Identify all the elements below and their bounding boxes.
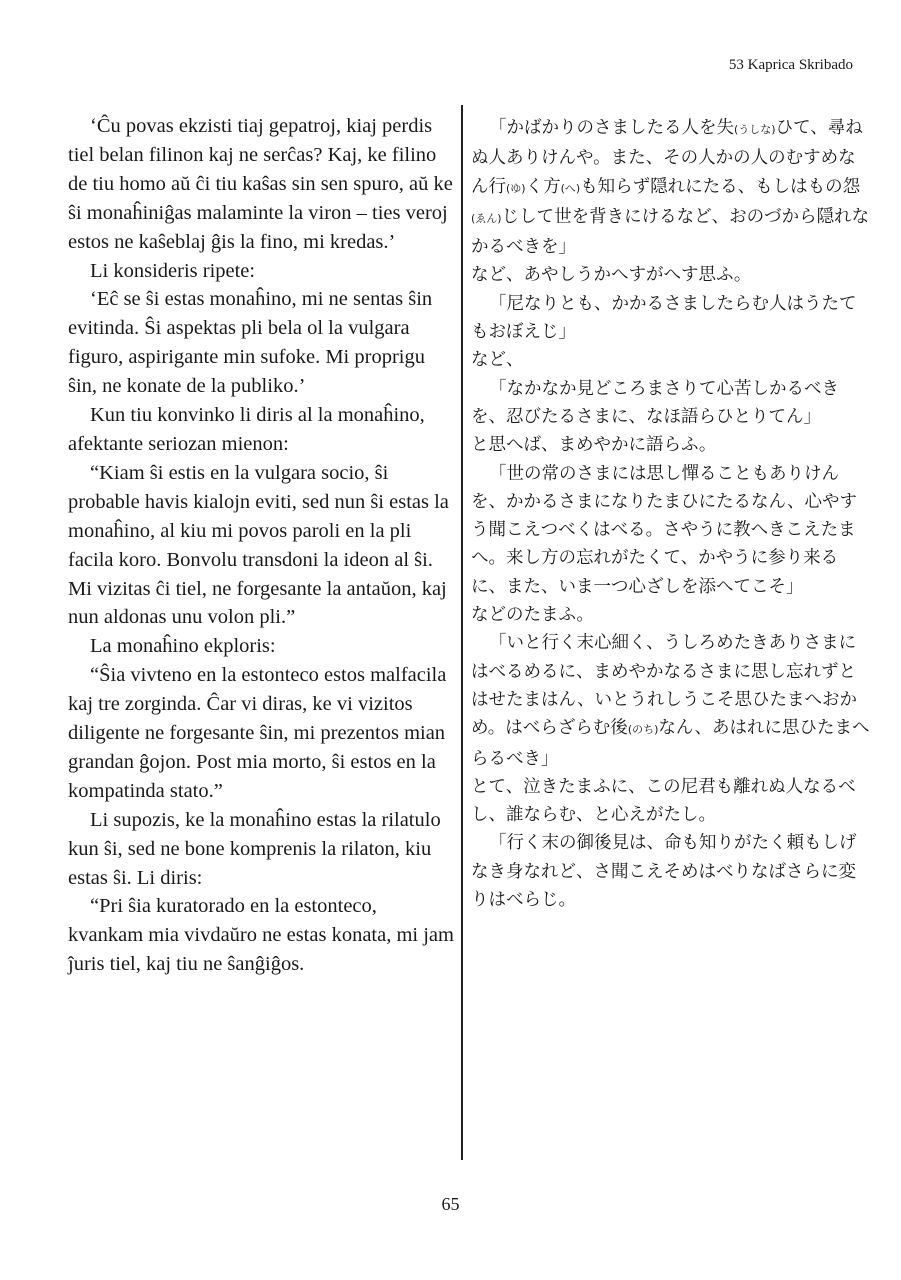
paragraph: Li konsideris ripete: bbox=[90, 259, 256, 282]
text-run: く方 bbox=[525, 176, 561, 197]
text-run: も知らず隠れにたる、もしはもの怨 bbox=[580, 176, 861, 197]
text-run: なん、あはれに思ひたまへらるべき」 bbox=[471, 718, 870, 769]
reading-gloss: (ゆ) bbox=[506, 181, 526, 195]
paragraph: 「なかなか見どころまさりて心苦しかるべきを、忍びたるさまに、なほ語らひとりてん」 bbox=[471, 378, 839, 427]
paragraph: ‘Ĉu povas ekzisti tiaj gepatroj, kiaj perdis tiel belan filinon kaj ne serĉas? Kaj, ke filino de tiu homo aŭ ĉi tiu kaŝas sin sen spuro, aŭ ke ŝi monaĥiniĝas malaminte la viron – ties veroj estos ne kaŝeblaj ĝis la fino, mi kredas.’ bbox=[68, 115, 453, 253]
paragraph: “Pri ŝia kuratorado en la estonteco, kvankam mia vivdaŭro ne estas konata, mi jam ĵuris tiel, kaj tiu ne ŝanĝiĝos. bbox=[68, 895, 454, 976]
esperanto-column bbox=[68, 112, 456, 979]
paragraph: とて、泣きたまふに、この尼君も離れぬ人なるべし、誰ならむ、と心えがたし。 bbox=[471, 776, 856, 826]
paragraph: と思へば、まめやかに語らふ。 bbox=[471, 435, 717, 456]
paragraph: など、 bbox=[471, 350, 524, 371]
paragraph: 「尼なりとも、かかるさましたらむ人はうたてもおぼえじ」 bbox=[471, 293, 857, 343]
paragraph bbox=[471, 629, 871, 772]
paragraph: “Ŝia vivteno en la estonteco estos malfacila kaj tre zorginda. Ĉar vi diras, ke vi vizitos diligente ne forgesante ŝin, mi prezentos mian grandan ĝojon. Post mia morto, ŝi estos en la kompatinda stato.” bbox=[68, 664, 447, 802]
text-run: じして世を背きにけるなど、おのづから隠れなかるべきを」 bbox=[471, 206, 870, 258]
paragraph bbox=[471, 114, 871, 261]
reading-gloss: (へ) bbox=[560, 181, 581, 195]
paragraph: Li supozis, ke la monaĥino estas la rilatulo kun ŝi, sed ne bone komprenis la rilaton, kiu estas ŝi. Li diris: bbox=[68, 808, 441, 889]
text-run: ひて、尋ねぬ人ありけんや。また、その人かの人のむすめなん行 bbox=[471, 118, 863, 197]
paragraph: などのたまふ。 bbox=[471, 605, 594, 626]
page-number: 65 bbox=[441, 1194, 460, 1214]
reading-gloss: (うしな) bbox=[734, 123, 776, 136]
paragraph: ‘Eĉ se ŝi estas monaĥino, mi ne sentas ŝin evitinda. Ŝi aspektas pli bela ol la vulgara figuro, aspirigante min sufoke. Mi proprigu ŝin, ne konate de la publiko.’ bbox=[68, 288, 433, 398]
paragraph: 「世の常のさまには思し憚ることもありけんを、かかるさまになりたまひにたるなん、心やすう聞こえつべくはべる。さやうに教へきこえたまへ。来し方の忘れがたくて、かやうに参り来るに、また、いま一つ心ざしを添へてこそ」 bbox=[471, 463, 858, 597]
paragraph: Kun tiu konvinko li diris al la monaĥino, afektante seriozan mienon: bbox=[68, 404, 425, 455]
paragraph: “Kiam ŝi estis en la vulgara socio, ŝi probable havis kialojn eviti, sed nun ŝi estas la monaĥino, al kiu mi povos paroli en la pli facila koro. Bonvolu transdoni la ideon al ŝi. Mi vizitas ĉi tiel, ne forgesante la antaŭon, kaj nun aldonas unu volon pli.” bbox=[68, 461, 449, 629]
paragraph: La monaĥino ekploris: bbox=[90, 635, 276, 658]
text-run: 「かばかりのさましたる人を失 bbox=[489, 118, 734, 138]
column-divider bbox=[461, 105, 463, 1160]
reading-gloss: (のち) bbox=[627, 723, 659, 737]
running-header: 53 Kaprica Skribado bbox=[728, 57, 853, 73]
paragraph: 「行く末の御後見は、命も知りがたく頼もしげなき身なれど、さ聞こえそめはべりなばさらに変りはべらじ。 bbox=[471, 833, 857, 911]
reading-gloss: (ゑん) bbox=[471, 211, 502, 225]
text-run: 「いと行く末心細く、うしろめたきありさまにはべるめるに、まめやかなるさまに思し忘れずとはせたまはん、いとうれしうこそ思ひたまへおかめ。はべらざらむ後 bbox=[471, 633, 858, 739]
japanese-column bbox=[471, 114, 871, 914]
paragraph: など、あやしうかへすがへす思ふ。 bbox=[471, 265, 752, 286]
